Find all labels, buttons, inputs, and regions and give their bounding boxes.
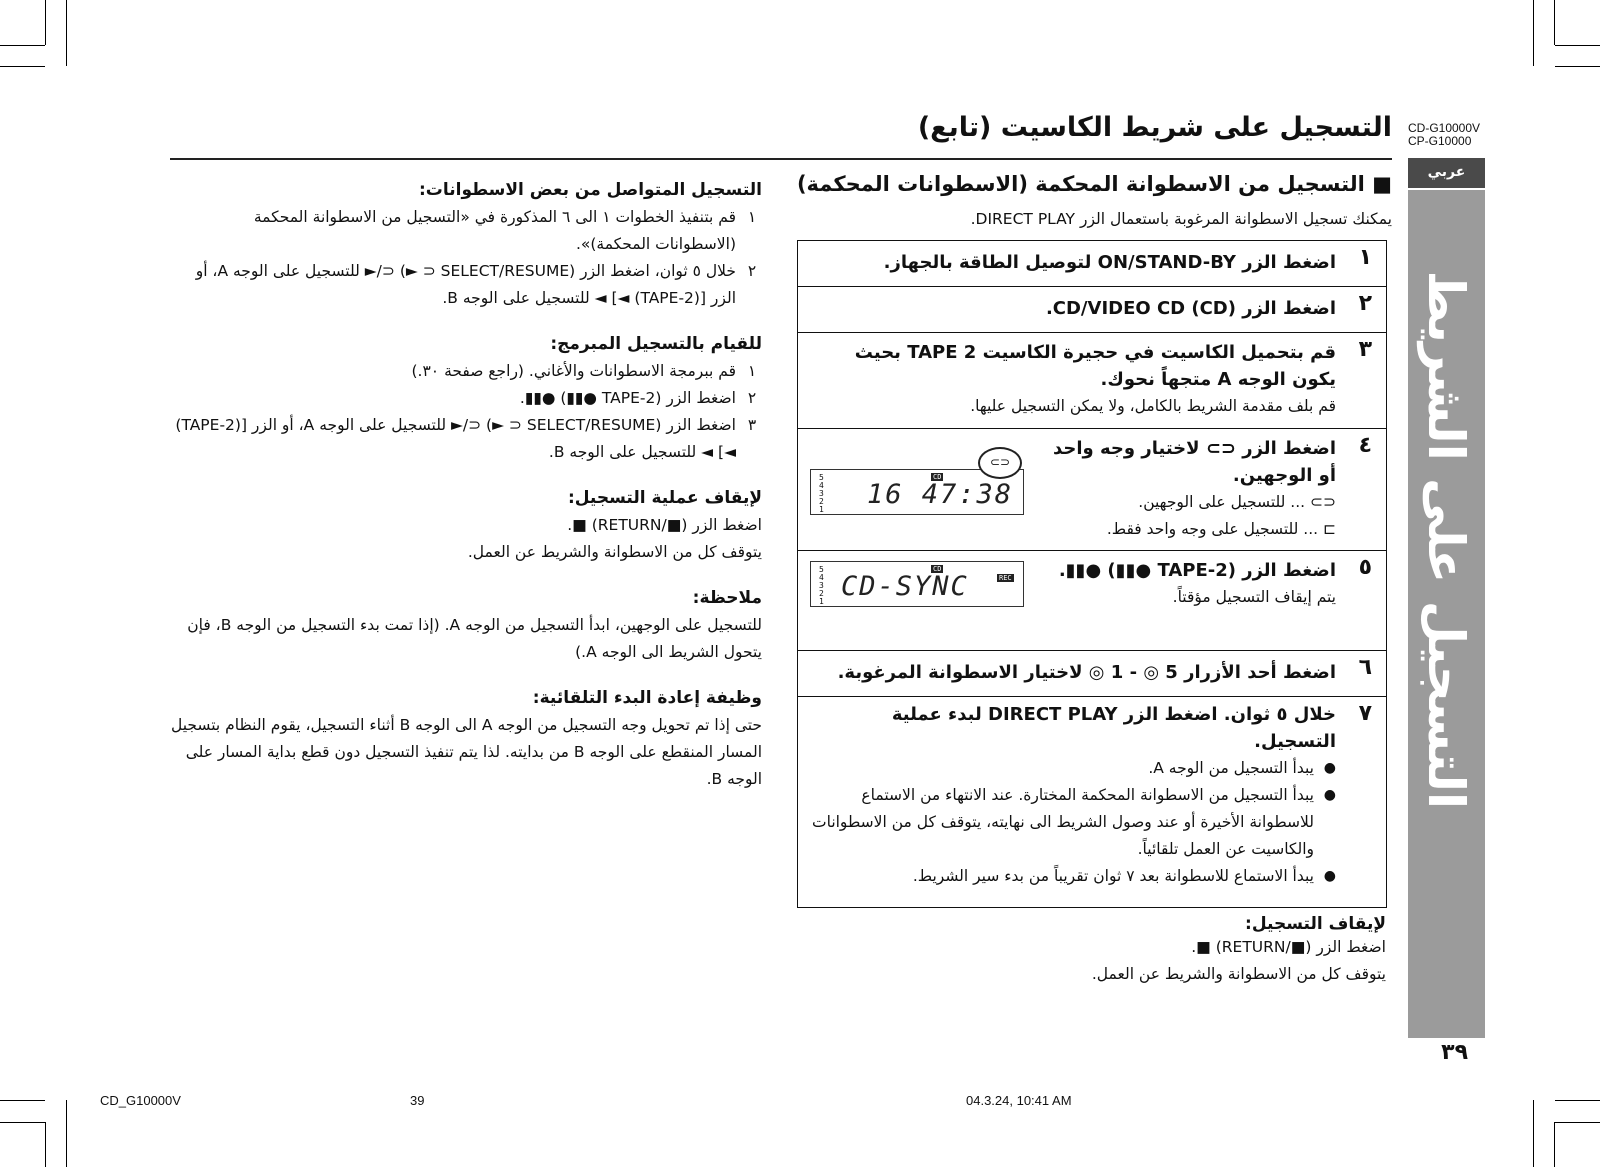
step-text: خلال ٥ ثوان. اضغط الزر DIRECT PLAY لبدء عملية التسجيل. — [891, 704, 1336, 752]
disc-label: 5 — [819, 473, 824, 482]
paragraph: يتوقف كل من الاسطوانة والشريط عن العمل. — [1091, 965, 1386, 983]
step-row — [798, 651, 1386, 697]
item-number: ١ — [747, 208, 757, 226]
disc-label: 5 — [819, 565, 824, 574]
title-rule — [170, 158, 1392, 160]
paragraph: اضغط الزر (■/RETURN) ■. — [1191, 938, 1386, 956]
disc-label: 4 — [819, 481, 824, 490]
step-number: ٣ — [1358, 337, 1372, 362]
steps-box — [797, 240, 1387, 908]
item-text: قم ببرمجة الاسطوانات والأغاني. (راجع صفحة ٣٠.) — [411, 362, 736, 380]
item-text: قم بتنفيذ الخطوات ١ الى ٦ المذكورة في «التسجيل من الاسطوانة المحكمة (الاسطوانات المحكمة)». — [253, 208, 736, 253]
intro-text: يمكنك تسجيل الاسطوانة المرغوبة باستعمال الزر DIRECT PLAY. — [970, 210, 1392, 228]
lcd-digits: 16 47:38 — [867, 479, 1014, 510]
item-text: اضغط الزر (SELECT/RESUME ⊂ ►) ⊂/► للتسجيل على الوجه A، أو الزر [(TAPE-2) ◄] ◄ للتسجيل على الوجه B. — [175, 416, 736, 461]
subheading: التسجيل المتواصل من بعض الاسطوانات: — [418, 180, 762, 200]
crop-mark — [0, 66, 45, 67]
disc-label: 3 — [819, 489, 824, 498]
step-body — [1048, 435, 1336, 543]
disc-indicators — [819, 474, 824, 514]
item-number: ٣ — [747, 416, 757, 434]
item-number: ٢ — [747, 262, 757, 280]
disc-label: 2 — [819, 497, 824, 506]
disc-label: 1 — [819, 505, 824, 514]
crop-mark — [1533, 0, 1534, 66]
crop-mark — [1555, 66, 1600, 67]
paragraph: للتسجيل على الوجهين، ابدأ التسجيل من الوجه A. (إذا تمت بدء التسجيل من الوجه B، فإن يتحول الشريط الى الوجه A.) — [187, 616, 762, 661]
crop-mark — [1555, 45, 1600, 46]
crop-mark — [0, 1122, 45, 1123]
crop-mark — [1554, 0, 1555, 45]
item-text: خلال ٥ ثوان، اضغط الزر (SELECT/RESUME ⊂ ►) ⊂/► للتسجيل على الوجه A، أو الزر [(TAPE-2) ◄] ◄ للتسجيل على الوجه B. — [195, 262, 736, 307]
paragraph: اضغط الزر (■/RETURN) ■. — [567, 516, 762, 534]
step-row — [798, 429, 1386, 551]
paragraph: يتوقف كل من الاسطوانة والشريط عن العمل. — [467, 543, 762, 561]
crop-mark — [1533, 1100, 1534, 1167]
crop-mark — [45, 0, 46, 45]
subheading: وظيفة إعادة البدء التلقائية: — [532, 688, 762, 708]
stop-recording-section — [806, 914, 1386, 988]
step-row — [798, 697, 1386, 907]
list-item — [170, 358, 762, 385]
step-body — [808, 339, 1336, 420]
step-number: ٤ — [1358, 433, 1372, 458]
step-number: ٧ — [1358, 701, 1372, 726]
subheading: لإيقاف عملية التسجيل: — [567, 488, 762, 508]
lcd-display-sync — [810, 561, 1024, 607]
step-row — [798, 333, 1386, 429]
step-text: اضغط الزر (TAPE-2 ●▮▮) ●▮▮. — [1058, 560, 1336, 581]
lcd-digits: CD-SYNC — [841, 571, 969, 602]
step-note: قم بلف مقدمة الشريط بالكامل، ولا يمكن التسجيل عليها. — [970, 397, 1336, 415]
step-text: اضغط الزر ON/STAND-BY لتوصيل الطاقة بالجهاز. — [883, 252, 1336, 273]
step-number: ٥ — [1358, 555, 1372, 580]
step-number: ١ — [1358, 245, 1372, 270]
paragraph: حتى إذا تم تحويل وجه التسجيل من الوجه A الى الوجه B أثناء التسجيل، يقوم النظام بتسجيل المسار المنقطع على الوجه B من بدايته. لذا يتم تنفيذ التسجيل دون قطع بداية المسار على الوجه B. — [170, 716, 762, 788]
rec-indicator: REC — [999, 574, 1012, 582]
list-item — [170, 412, 762, 466]
page-title: التسجيل على شريط الكاسيت (تابع) — [917, 112, 1392, 143]
step-row — [798, 287, 1386, 333]
step-row — [798, 241, 1386, 287]
step-note: ⊐ ... للتسجيل على وجه واحد فقط. — [1106, 520, 1336, 538]
tape-direction-bubble-icon: ⊂⊃ — [978, 447, 1022, 479]
language-tab: عربي — [1408, 158, 1485, 188]
subheading: لإيقاف التسجيل: — [1245, 914, 1386, 934]
page-number: ٣٩ — [1441, 1040, 1468, 1065]
crop-mark — [66, 1100, 67, 1167]
crop-mark — [1554, 1122, 1555, 1167]
crop-mark — [66, 0, 67, 66]
step-text: قم بتحميل الكاسيت في حجيرة الكاسيت TAPE 2 بحيث يكون الوجه A متجهاً نحوك. — [854, 342, 1336, 390]
crop-mark — [0, 45, 45, 46]
step-note: يتم إيقاف التسجيل مؤقتاً. — [1172, 588, 1336, 606]
item-number: ٢ — [747, 389, 757, 407]
cd-indicator: CD — [933, 473, 942, 481]
disc-label: 4 — [819, 573, 824, 582]
step-text: اضغط الزر CD/VIDEO CD (CD). — [1045, 298, 1336, 319]
model-line: CD-G10000V — [1408, 121, 1481, 135]
footer-page: 39 — [410, 1093, 425, 1108]
crop-mark — [1555, 1100, 1600, 1101]
list-item — [170, 204, 762, 258]
item-text: اضغط الزر (TAPE-2 ●▮▮) ●▮▮. — [519, 389, 736, 407]
section-heading: ■ التسجيل من الاسطوانة المحكمة (الاسطوانات المحكمة) — [796, 172, 1392, 196]
subheading: ملاحظة: — [692, 588, 762, 608]
step-number: ٦ — [1358, 655, 1372, 680]
item-number: ١ — [747, 362, 757, 380]
subheading: للقيام بالتسجيل المبرمج: — [550, 334, 762, 354]
footer-filename: CD_G10000V — [100, 1093, 181, 1108]
step-bullet: ● يبدأ الاستماع للاسطوانة بعد ٧ ثوان تقريباً من بدء سير الشريط. — [808, 863, 1336, 890]
crop-mark — [0, 1100, 45, 1101]
list-item — [170, 258, 762, 312]
crop-mark — [1555, 1122, 1600, 1123]
disc-label: 1 — [819, 597, 824, 606]
disc-indicators — [819, 566, 824, 606]
disc-label: 3 — [819, 581, 824, 590]
step-bullet: ● يبدأ التسجيل من الوجه A. — [808, 755, 1336, 782]
footer-timestamp: 04.3.24, 10:41 AM — [966, 1093, 1072, 1108]
step-note: ⊂⊃ ... للتسجيل على الوجهين. — [1138, 493, 1336, 511]
crop-mark — [45, 1122, 46, 1167]
model-line: CP-G10000 — [1408, 134, 1472, 148]
step-bullet: ● يبدأ التسجيل من الاسطوانة المحكمة المختارة. عند الانتهاء من الاستماع للاسطوانة الأخيرة أو عند وصول الشريط الى نهايته، يتوقف كل من الاسطوانات والكاسيت عن العمل تلقائياً. — [808, 782, 1336, 863]
step-text: اضغط الزر ⊂⊃ لاختيار وجه واحد أو الوجهين. — [1053, 438, 1336, 486]
left-column — [170, 176, 762, 793]
model-number — [1408, 122, 1488, 148]
cd-indicator: CD — [933, 565, 942, 573]
list-item — [170, 385, 762, 412]
disc-label: 2 — [819, 589, 824, 598]
step-text: اضغط أحد الأزرار 5 ◎ - 1 ◎ لاختيار الاسطوانة المرغوبة. — [837, 662, 1336, 683]
step-row — [798, 551, 1386, 651]
step-body — [808, 701, 1336, 890]
step-body — [1048, 557, 1336, 611]
side-vertical-title: التسجيل على الشريط — [1417, 270, 1475, 809]
step-number: ٢ — [1358, 291, 1372, 316]
